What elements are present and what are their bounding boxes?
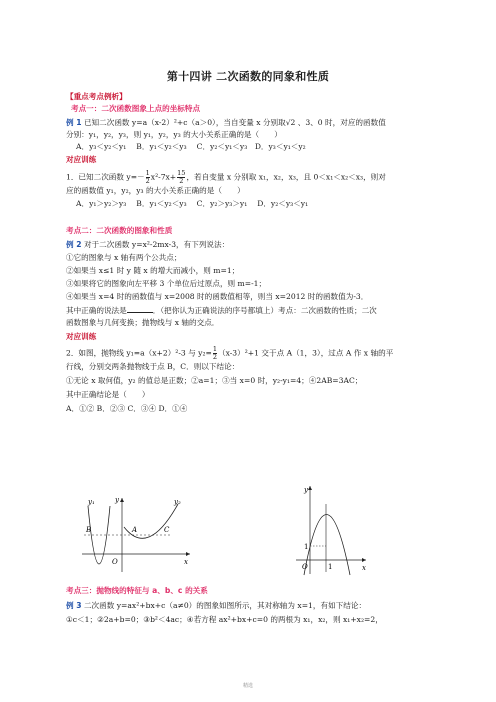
example-2-ask-line-1 <box>66 305 377 316</box>
page-title: 第十四讲 二次函数的同象和性质 <box>166 70 330 83</box>
question-1-text-a: 1．已知二次函数 y=－ <box>66 172 145 182</box>
example-2-line-1 <box>66 240 229 250</box>
label-y1: y₁ <box>88 498 95 506</box>
example-1-options: A．y₃＜y₂＜y₁ B．y₁＜y₂＜y₃ C．y₂＜y₁＜y₃ D．y₃＜y₁＜y₂ <box>76 142 306 151</box>
example-2-ask-line-2: 函数图象与几何变换；抛物线与 x 轴的交点． <box>66 318 220 327</box>
example-2-text: 对于二次函数 y=x²-2mx-3，有下列说法： <box>83 240 230 249</box>
label-origin: O <box>112 558 118 566</box>
fraction-denominator: 2 <box>179 177 184 185</box>
question-2-line-2: 行线，分别交两条抛物线于点 B，C．则以下结论： <box>66 362 240 371</box>
label-y2: y₂ <box>174 498 181 506</box>
label-one-x: 1 <box>328 563 333 571</box>
example-2-statement-1: ①它的图象与 x 轴有两个公共点； <box>66 253 182 262</box>
question-1-line-2: 应的函数值 y₁，y₂，y₃ 的大小关系正确的是（ ） <box>66 186 245 195</box>
fraction-denominator: 2 <box>145 177 150 185</box>
y-axis-arrow <box>308 486 312 490</box>
topic-2-heading: 考点二：二次函数的图象和性质 <box>66 226 173 235</box>
example-3-text: 二次函数 y=ax²+bx+c（a≠0）的图象如图所示，其对称轴为 x=1，有如下结论： <box>83 601 367 610</box>
parabola-curve <box>304 515 350 576</box>
example-3-line-1 <box>66 601 366 611</box>
topic-3-heading: 考点三：抛物线的特征与 a、b、c 的关系 <box>66 586 208 595</box>
page-footer: 精选 <box>242 683 253 689</box>
question-2-line-3: ①无论 x 取何值，y₂ 的值总是正数；②a=1；③当 x=0 时，y₂-y₁=4；④2AB=3AC； <box>66 376 363 385</box>
example-3-line-2: ①c＜1；②2a+b=0；③b²＜4ac；④若方程 ax²+bx+c=0 的两根为 x₁，x₂，则 x₁+x₂=2， <box>66 615 383 624</box>
question-2-text-a: 2．如图，抛物线 y₁=a（x+2）²-3 与 y₂= <box>66 348 212 358</box>
question-1-fraction-2 <box>177 170 185 185</box>
label-one-y: 1 <box>304 543 309 551</box>
label-y: y <box>304 486 308 494</box>
label-origin: O <box>302 563 308 571</box>
topic-1-heading: 考点一：二次函数图象上点的坐标特点 <box>71 104 201 113</box>
fraction-numerator: 1 <box>145 169 150 177</box>
label-a: A <box>132 526 138 534</box>
label-x: x <box>184 558 188 566</box>
example-2-label: 例 2 <box>66 240 82 249</box>
fraction-numerator: 15 <box>177 169 186 177</box>
question-2-options: A．①② B．②③ C．③④ D．①④ <box>66 404 188 413</box>
parabola-y1 <box>88 506 110 564</box>
label-b: B <box>86 526 92 534</box>
answer-blank[interactable] <box>127 305 153 313</box>
example-1-line-1 <box>66 118 386 128</box>
question-1-line-1 <box>66 170 386 185</box>
question-1-text-b: x²-7x+ <box>150 172 177 182</box>
question-2-text-b: （x-3）²+1 交于点 A（1，3），过点 A 作 x 轴的平 <box>218 348 394 358</box>
label-c: C <box>164 526 170 534</box>
y-axis-arrow <box>120 498 124 502</box>
fraction-denominator: 2 <box>212 353 217 361</box>
example-2-statement-2: ②如果当 x≤1 时 y 随 x 的增大而减小，则 m=1； <box>66 266 240 275</box>
question-1-options: A．y₁＞y₂＞y₃ B．y₁＜y₂＜y₃ C．y₂＞y₃＞y₁ D．y₂＜y₃＜y₁ <box>76 199 309 208</box>
fraction-numerator: 1 <box>212 345 217 353</box>
label-y: y <box>115 496 119 504</box>
example-3-label: 例 3 <box>66 601 82 610</box>
example-1-label: 例 1 <box>66 118 82 127</box>
question-2-fraction <box>213 346 217 361</box>
question-1-fraction-1 <box>146 170 150 185</box>
figure-downward-parabola <box>292 480 370 576</box>
training-2-label: 对应训练 <box>66 332 97 341</box>
section-header: 【重点考点例析】 <box>66 92 127 101</box>
figure-two-parabolas <box>78 494 196 574</box>
example-1-line-2: 分别：y₁，y₂，y₃，则 y₁，y₂，y₃ 的大小关系正确的是（ ） <box>66 130 282 139</box>
question-1-text-c: ，若自变量 x 分别取 x₁，x₂，x₃，且 0＜x₁＜x₂＜x₃，则对 <box>186 172 386 182</box>
example-2-ask-b: ．（把你认为正确说法的序号都填上）考点：二次函数的性质；二次 <box>152 306 377 315</box>
training-1-label: 对应训练 <box>66 155 97 164</box>
label-x: x <box>362 564 366 572</box>
example-2-statement-4: ④如果当 x=4 时的函数值与 x=2008 时的函数值相等，则当 x=2012 时的函数值为-3． <box>66 292 369 301</box>
example-2-statement-3: ③如果将它的图象向左平移 3 个单位后过原点，则 m=-1； <box>66 279 267 288</box>
question-2-line-1 <box>66 346 393 361</box>
example-1-text: 已知二次函数 y=a（x-2）²+c（a＞0），当自变量 x 分别取√2 、3、0 时，对应的函数值 <box>83 118 386 127</box>
question-2-line-4: 其中正确结论是（ ） <box>66 390 150 399</box>
example-2-ask-a: 其中正确的说法是 <box>66 306 127 315</box>
x-axis-arrow <box>362 558 366 562</box>
x-axis-arrow <box>186 552 190 556</box>
